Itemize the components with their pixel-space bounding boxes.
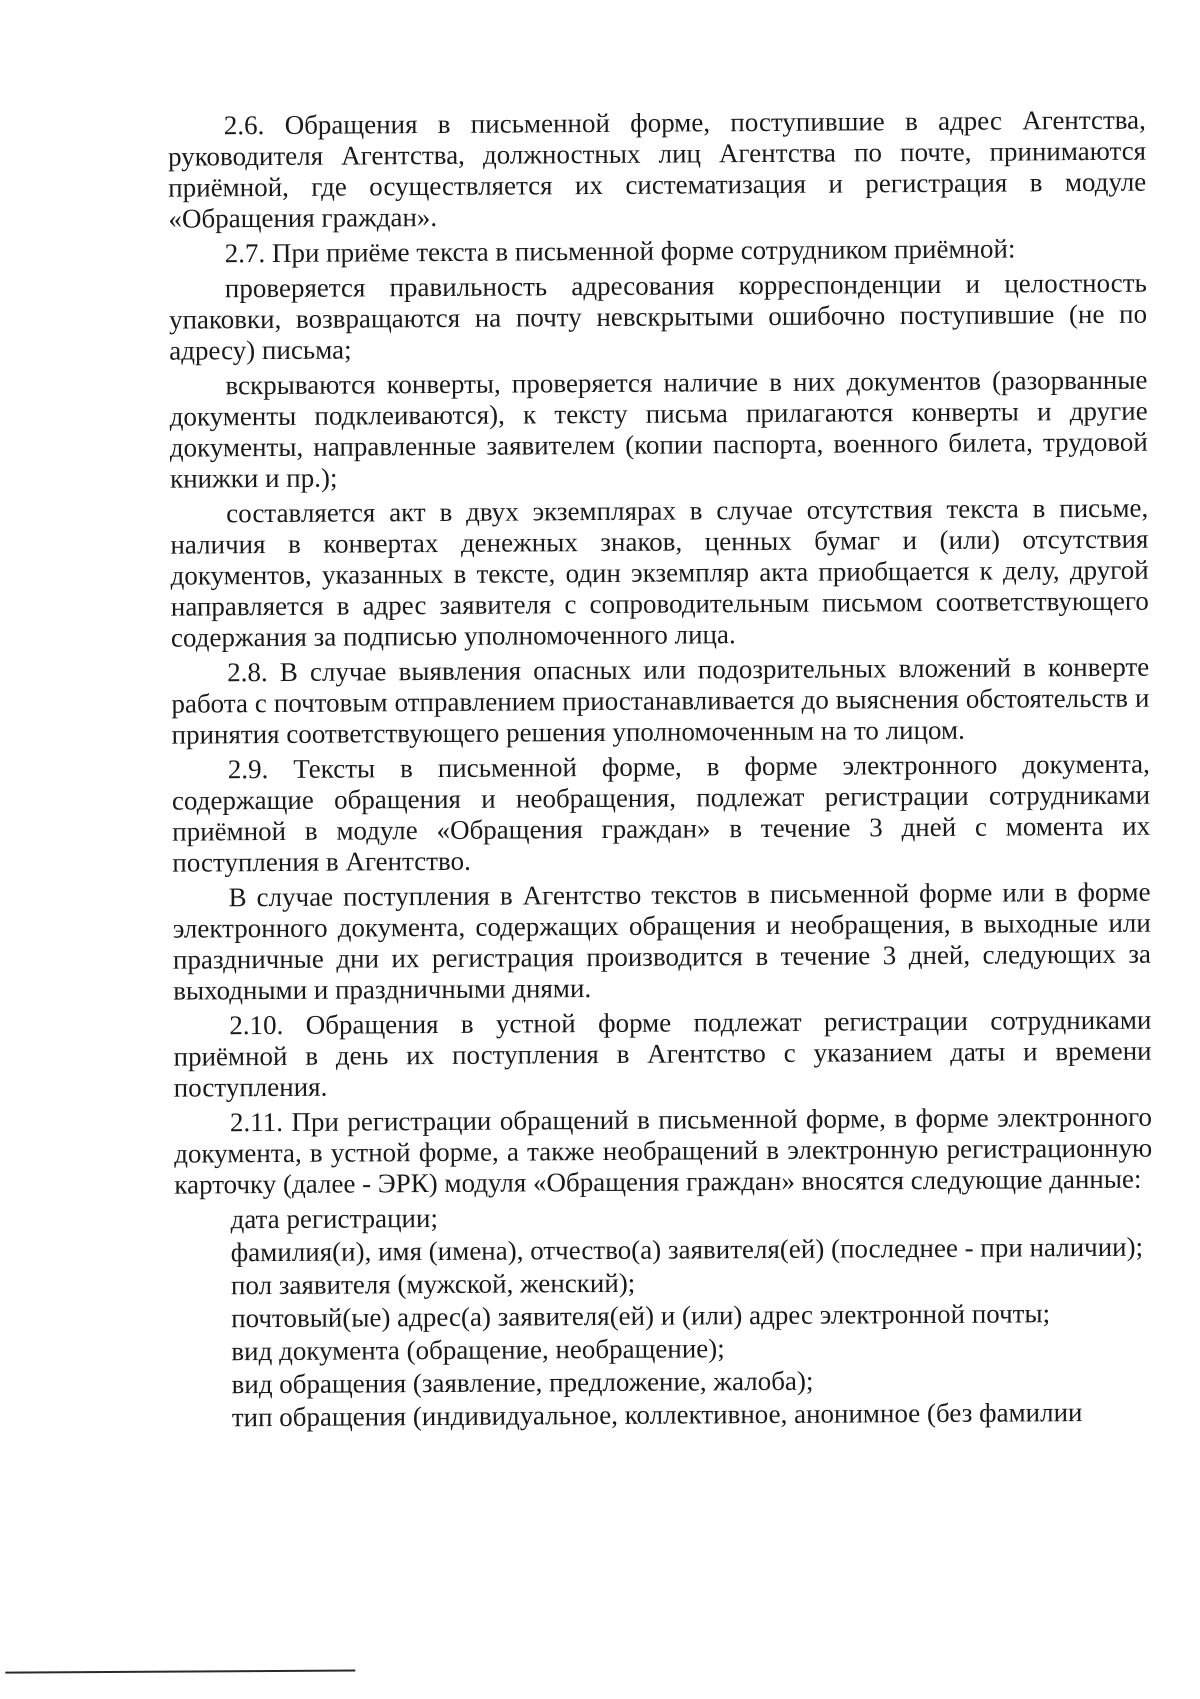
erk-field-appeal-type: тип обращения (индивидуальное, коллективное, анонимное (без фамилии [231,1397,1083,1433]
erk-field-gender: пол заявителя (мужской, женский); [230,1267,636,1301]
paragraph-2-7-item-1: проверяется правильность адресования корреспонденции и целостность упаковки, возвращаются на почту невскрытыми ошибочно поступившие (не по адресу) письма; [168,267,1148,366]
erk-field-appeal-kind: вид обращения (заявление, предложение, жалоба); [231,1365,814,1400]
erk-field-full-name: фамилия(и), имя (имена), отчество(а) заявителя(ей) (последнее - при наличии); [230,1231,1144,1268]
paragraph-2-10: 2.10. Обращения в устной форме подлежат регистрации сотрудниками приёмной в день их поступления в Агентство с указанием даты и времени поступления. [173,1004,1152,1103]
footnote-separator-line [5,1670,355,1674]
paragraph-2-7-item-3: составляется акт в двух экземплярах в случае отсутствия текста в письме, наличия в конвертах денежных знаков, ценных бумаг и (или) отсутствия документов, указанных в тексте, один экземпляр акта приобщается к делу, другой направляется в адрес заявителя с сопроводительным письмом соответствующего содержания за подписью уполномоченного лица. [170,492,1149,653]
paragraph-2-8: 2.8. В случае выявления опасных или подозрительных вложений в конверте работа с почтовым отправлением приостанавливается до выяснения обстоятельств и принятия соответствующего решения уполномоченным на то лицом. [171,651,1150,750]
document-body [168,105,1154,1436]
erk-field-address: почтовый(ые) адрес(а) заявителя(ей) и (или) адрес электронной почты; [231,1298,1051,1334]
paragraph-2-9: 2.9. Тексты в письменной форме, в форме электронного документа, содержащие обращения и необращения, подлежат регистрации сотрудниками приёмной в модуле «Обращения граждан» в течение 3 дней с момента их поступления в Агентство. [171,748,1151,878]
erk-field-registration-date: дата регистрации; [230,1202,438,1235]
paragraph-2-7: 2.7. При приёме текста в письменной форме сотрудником приёмной: [224,233,1016,269]
erk-field-document-kind: вид документа (обращение, необращение); [231,1333,725,1367]
paragraph-2-9-holidays: В случае поступления в Агентство текстов в письменной форме или в форме электронного документа, содержащих обращения и необращения, в выходные или праздничные дни их регистрация производится в течение 3 дней, следующих за выходными и праздничными днями. [172,876,1152,1006]
paragraph-2-11: 2.11. При регистрации обращений в письменной форме, в форме электронного документа, в устной форме, а также необращений в электронную регистрационную карточку (далее - ЭРК) модуля «Обращения граждан» вносятся следующие данные: [174,1101,1153,1200]
paragraph-2-7-item-2: вскрываются конверты, проверяется наличие в них документов (разорванные документы подклеиваются), к тексту письма прилагаются конверты и другие документы, направленные заявителем (копии паспорта, военного билета, трудовой книжки и пр.); [169,364,1148,494]
paragraph-2-6: 2.6. Обращения в письменной форме, поступившие в адрес Агентства, руководителя Агентства, должностных лиц Агентства по почте, принимаются приёмной, где осуществляется их систематизация и регистрация в модуле «Обращения граждан». [167,104,1147,234]
